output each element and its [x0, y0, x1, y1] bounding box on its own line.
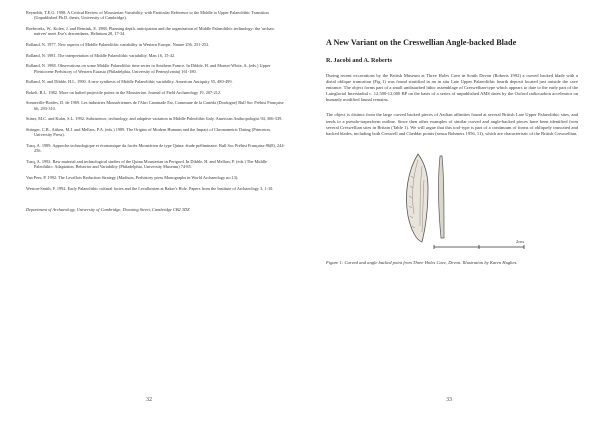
- department-address: Department of Archaeology, University of Cambridge, Downing Street, Cambridge CB2 3DZ: [26, 206, 190, 212]
- reference-entry: Tuzq, A. 1992. Raw material and technological studies of the Quina Mousterian in Perigord. In Dibble, H. and Mellars, P. (eds.) The Middle Paleolithic: Adaptation, Behavior and Variability (Philadelphia, University Museum) 74-85.: [26, 158, 267, 170]
- reference-entry: Rolland, N. 1981. The interpretation of Middle Palaeolithic variability. Man 16, 15-42.: [26, 52, 176, 58]
- reference-entry: Stringer, C.B., Aitken, M.J. and Mellars, P.A. (eds.) 1989. The Origins of Modern Humans and the Impact of Chronometric Dating (Princeton, University Press).: [26, 126, 271, 138]
- paragraph-1: During recent excavations by the British Museum at Three Holes Cave in South Devon (Roberts 1992) a curved backed blade with a distal oblique truncation (Fig 1) was found stratified in an in situ Late Upper Palaeolithic hearth deposit located just outside the cave entrance. The object forms part of a small undisturbed lithic assemblage of Creswellian-type which appears to date to the early part of the Lateglacial Interstadial c. 12,500-12,000 BP on the basis of a series of unpublished AMS dates by the Oxford radiocarbon accelerator on humanly modified faunal remains.: [326, 73, 578, 103]
- right-page: [300, 0, 600, 423]
- figure-caption: Figure 1: Curved and angle backed point from Three Holes Cave, Devon. Illustration by Karen Hughes.: [326, 259, 518, 265]
- reference-entry: Weston-Smith, F. 1992. Early Palaeolithic cultural facies and the Levalloisien at Baker's Hole. Papers from the Institute of Archaeology 3, 1-10.: [26, 185, 274, 191]
- reference-entry: Rolland, N. 1977. New aspects of Middle Palaeolithic variability in Western Europe. Nature 256, 251-252.: [26, 42, 210, 47]
- reference-entry: Roebroeks, W., Kolen, J. and Rensink, E. 1988. Planning depth, anticipation and the organisation of Middle Palaeolithic technology: the 'archaic natives' meet Eve's descendants. Helinium 28, 17-34.: [26, 26, 275, 37]
- reference-entry: Van Peer, P. 1992. The Levallois Reduction Strategy (Madison, Prehistory press Monographs in World Archaeology no.13).: [26, 174, 239, 180]
- reference-entry: Reynolds, T.E.G. 1998. A Critical Review of Mousterian Variability, with Particular Reference to the Middle to Upper Palaeolithic Transition (Unpublished Ph.D. thesis, University of Cambridge).: [26, 10, 269, 21]
- page-number-left: 32: [146, 397, 152, 403]
- blade-profile: [439, 156, 444, 238]
- article-title: A New Variant on the Creswellian Angle-backed Blade: [326, 38, 517, 47]
- reference-entry: Rolland, N. and Dibble, H.L. 1990. A new synthesis of Middle Palaeolithic variability. American Antiquity 55, 480-499.: [26, 79, 233, 85]
- scale-bar-label: 2cm: [516, 238, 524, 244]
- article-authors: R. Jacobi and A. Roberts: [326, 57, 393, 64]
- reference-entry: Sonneville-Bordes, D. de 1969. Les industries Moustériennes de l'Abri Caminade Est, Commune de la Canéda (Dordogne) Bull Soc Préhist Française 66, 293-310.: [26, 100, 284, 111]
- figure: [326, 146, 578, 258]
- reference-entry: Rolland, N. 1988. Observations on some Middle Palaeolithic time series in Southern France. In Dibble, H. and Montet-White, A. (eds.) Upper Pleistocene Prehistory of Western Eurasia (Philadelphia, University of Pennsylvania) 161-180.: [26, 63, 271, 74]
- blade-illustration: [378, 146, 538, 250]
- paragraph-2: The object is distinct from the large curved backed pieces of Azilian affinities found at several British Late Upper Palaeolithic sites, and tends to a pseudo-trapezform outline. Since then other examples of similar curved and angle-backed pieces have been identified from several Creswellian sites in Britain (Table 1). We will argue that this tool-type is part of a continuum of forms of obliquely truncated and backed blades, including both Creswell and Cheddar points (sensu Bohmers 1956, 11), which are characteristic of the British Creswellian.: [326, 112, 578, 136]
- reference-list: [26, 10, 286, 191]
- reference-entry: Bokelt, R.L. 1982. More on hafted projectile points in the Mousterian. Journal of Field Archaeology 19, 207-212.: [26, 89, 222, 95]
- reference-entry: Stiner, M.C. and Kuhn, S.L. 1992. Subsistence, technology, and adaptive variation in Middle Paleolithic Italy. American Anthropologist 94, 306-339.: [26, 116, 283, 122]
- page-number-right: 33: [446, 397, 452, 403]
- reference-entry: Tuzq, A. 1989. Approche technologique et économique du faciès Moustérien de type Quina: étude préliminaire. Bull Soc Préhist Française 86(8), 244-256.: [26, 142, 285, 154]
- blade-front-outline: [406, 154, 428, 242]
